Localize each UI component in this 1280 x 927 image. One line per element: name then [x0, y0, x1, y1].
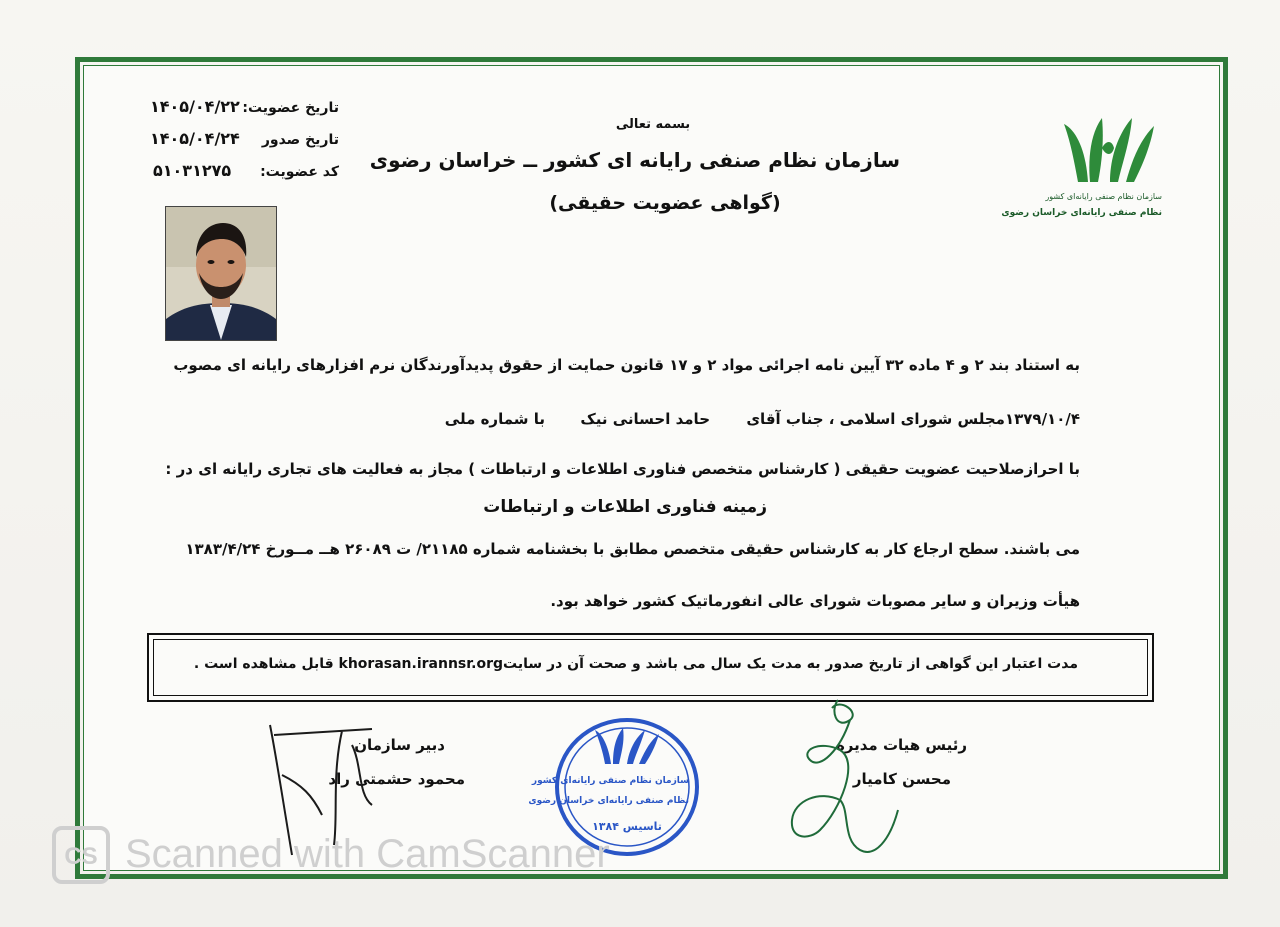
camscanner-icon [52, 826, 110, 884]
camscanner-badge-text: CS [64, 843, 98, 870]
certificate-title: (گواهی عضویت حقیقی) [549, 192, 781, 214]
bismillah: بسمه تعالی [615, 117, 691, 132]
logo-caption-2: نظام صنفی رایانه‌ای خراسان رضوی [1001, 208, 1162, 218]
secretary-title: دبیر سازمان [354, 736, 445, 754]
stamp-line-3: تاسیس ۱۳۸۴ [592, 820, 662, 833]
issue-date-label: تاریخ صدور [261, 132, 339, 148]
portrait-icon [166, 207, 276, 340]
issue-date-value: ۱۴۰۵/۰۴/۲۴ [150, 129, 240, 148]
membership-date-label: تاریخ عضویت: [242, 100, 339, 116]
board-chair-name: محسن کامیار [852, 770, 951, 788]
camscanner-logo [52, 826, 110, 888]
membership-date-value: ۱۴۰۵/۰۴/۲۲ [150, 97, 240, 116]
body-line-5: می باشند. سطح ارجاع کار به کارشناس حقیقی متخصص مطابق با بخشنامه شماره ۲۱۱۸۵/ ت ۲۶۰۸۹ هــ مــورخ ۱۳۸۳/۴/۲۴ [185, 540, 1080, 558]
logo-caption-1: سازمان نظام صنفی رایانه‌ای کشور [1045, 192, 1162, 201]
body-line-3: با احرازصلاحیت عضویت حقیقی ( کارشناس متخصص فناوری اطلاعات و ارتباطات ) مجاز به فعالیت های تجاری رایانه ای در : [165, 460, 1080, 478]
org-title: سازمان نظام صنفی رایانه ای کشور ــ خراسان رضوی [369, 148, 900, 172]
stamp-line-2: نظام صنفی رایانه‌ای خراسان رضوی [528, 796, 689, 806]
body-line-1: به استناد بند ۲ و ۴ ماده ۳۲ آیین نامه اجرائی مواد ۲ و ۱۷ قانون حمایت از حقوق پدیدآورندگان نرم افزارهای رایانه ای مصوب [173, 356, 1080, 374]
board-chair-title: رئیس هیات مدیره [835, 736, 967, 754]
board-chair-signature [780, 690, 910, 870]
member-name: حامد احسانی نیک [580, 410, 710, 428]
member-code-value: ۵۱۰۳۱۲۷۵ [153, 161, 232, 180]
activity-field: زمینه فناوری اطلاعات و ارتباطات [483, 497, 767, 517]
member-code-label: کد عضویت: [260, 164, 339, 180]
stamp-line-1: سازمان نظام صنفی رایانه‌ای کشور [531, 776, 689, 786]
body-line-2-date: ۱۳۷۹/۱۰/۴مجلس شورای اسلامی ، جناب آقای [746, 410, 1080, 428]
validity-text: مدت اعتبار این گواهی از تاریخ صدور به مدت یک سال می باشد و صحت آن در سایتkhorasan.irannsr.org قابل مشاهده است . [193, 656, 1078, 672]
body-line-6: هیأت وزیران و سایر مصوبات شورای عالی انفورماتیک کشور خواهد بود. [550, 592, 1080, 610]
camscanner-text: Scanned with CamScanner [125, 832, 610, 876]
secretary-name: محمود حشمتی راد [328, 770, 465, 788]
member-photo [165, 206, 277, 341]
national-id-label: با شماره ملی [444, 410, 545, 428]
